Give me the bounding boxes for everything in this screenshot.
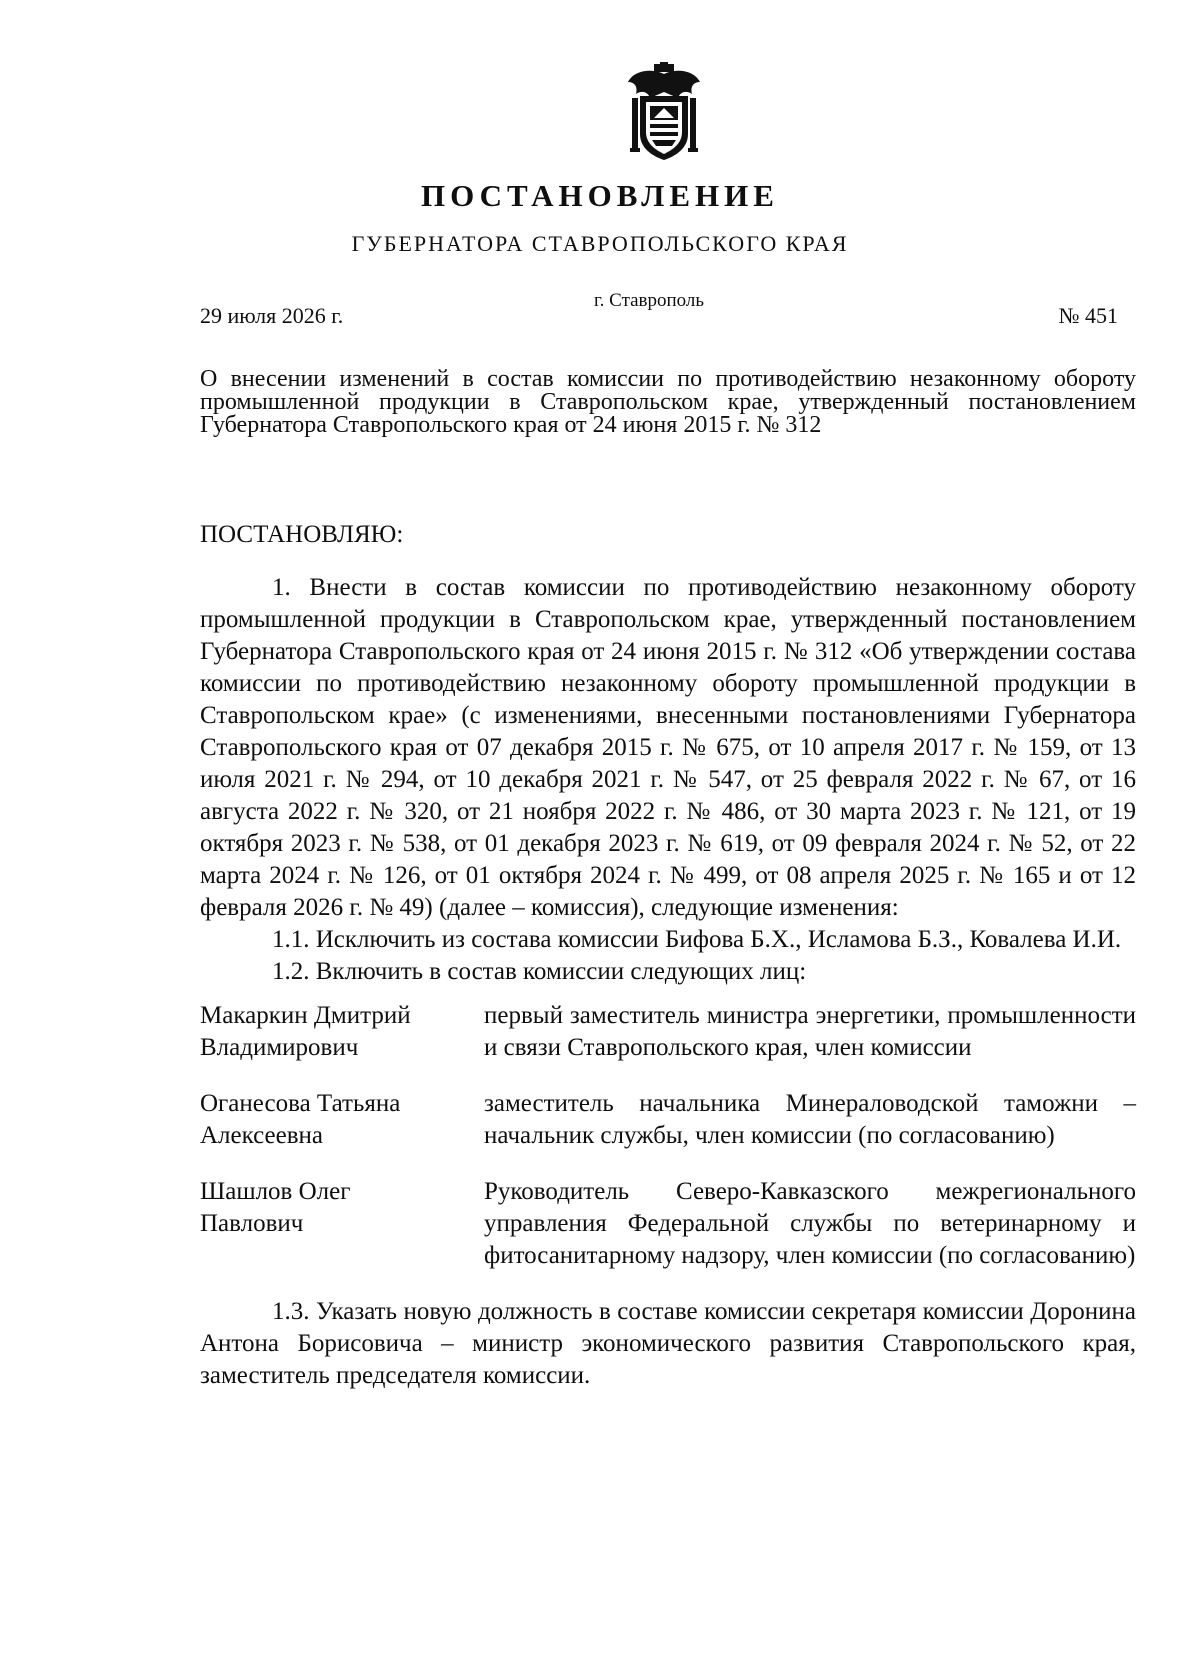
person-name — [200, 1000, 484, 1064]
decree-word: ПОСТАНОВЛЯЮ: — [200, 521, 404, 548]
person-surname-line: Шашлов Олег — [200, 1178, 351, 1205]
person-patronymic-line: Владимирович — [200, 1034, 359, 1061]
person-surname-line: Макаркин Дмитрий — [200, 1002, 411, 1029]
paragraph-1-3: 1.3. Указать новую должность в составе комиссии секретаря комиссии Доронина Антона Борисовича – министр экономического развития Ставропольского края, заместитель председателя комиссии. — [200, 1298, 1136, 1389]
coat-of-arms-icon — [624, 62, 704, 162]
paragraph-1-1: 1.1. Исключить из состава комиссии Бифова Б.Х., Исламова Б.З., Ковалева И.И. — [272, 926, 1122, 953]
person-role: Руководитель Северо-Кавказского межрегионального управления Федеральной службы по ветеринарному и фитосанитарному надзору, член комиссии (по согласованию) — [484, 1178, 1136, 1269]
decree-subject: О внесении изменений в состав комиссии по противодействию незаконному обороту промышленной продукции в Ставропольском крае, утвержденный постановлением Губернатора Ставропольского края от 24 июня 2015 г. № 312 — [200, 366, 1136, 438]
document-type-title: ПОСТАНОВЛЕНИЕ — [421, 178, 779, 213]
issuer-title: ГУБЕРНАТОРА СТАВРОПОЛЬСКОГО КРАЯ — [351, 231, 849, 256]
person-role: заместитель начальника Минераловодской таможни – начальник службы, член комиссии (по согласованию) — [484, 1090, 1136, 1149]
list-item — [200, 1000, 1136, 1064]
person-patronymic-line: Павлович — [200, 1210, 304, 1237]
list-item — [200, 1088, 1136, 1152]
decree-number: № 451 — [1058, 303, 1118, 328]
paragraph-1: 1. Внести в состав комиссии по противодействию незаконному обороту промышленной продукции в Ставропольском крае, утвержденный постановлением Губернатора Ставропольского края от 24 июня 2015 г. № 312 «Об утверждении состава комиссии по противодействию незаконному обороту промышленной продукции в Ставропольском крае» (с изменениями, внесенными постановлениями Губернатора Ставропольского края от 07 декабря 2015 г. № 675, от 10 апреля 2017 г. № 159, от 13 июля 2021 г. № 294, от 10 декабря 2021 г. № 547, от 25 февраля 2022 г. № 67, от 16 августа 2022 г. № 320, от 21 ноября 2022 г. № 486, от 30 марта 2023 г. № 121, от 19 октября 2023 г. № 538, от 01 декабря 2023 г. № 619, от 09 февраля 2024 г. № 52, от 22 марта 2024 г. № 126, от 01 октября 2024 г. № 499, от 08 апреля 2025 г. № 165 и от 12 февраля 2026 г. № 49) (далее – комиссия), следующие изменения: — [200, 574, 1136, 921]
decree-place: г. Ставрополь — [594, 290, 705, 311]
person-name — [200, 1088, 484, 1152]
list-item — [200, 1176, 1136, 1272]
person-role: первый заместитель министра энергетики, промышленности и связи Ставропольского края, член комиссии — [484, 1002, 1136, 1061]
decree-body — [200, 572, 1136, 1392]
person-surname-line: Оганесова Татьяна — [200, 1090, 401, 1117]
paragraph-1-2: 1.2. Включить в состав комиссии следующих лиц: — [272, 958, 807, 985]
persons-list — [200, 1000, 1136, 1272]
person-name — [200, 1176, 484, 1272]
person-patronymic-line: Алексеевна — [200, 1122, 324, 1149]
decree-date: 29 июля 2026 г. — [200, 303, 344, 328]
